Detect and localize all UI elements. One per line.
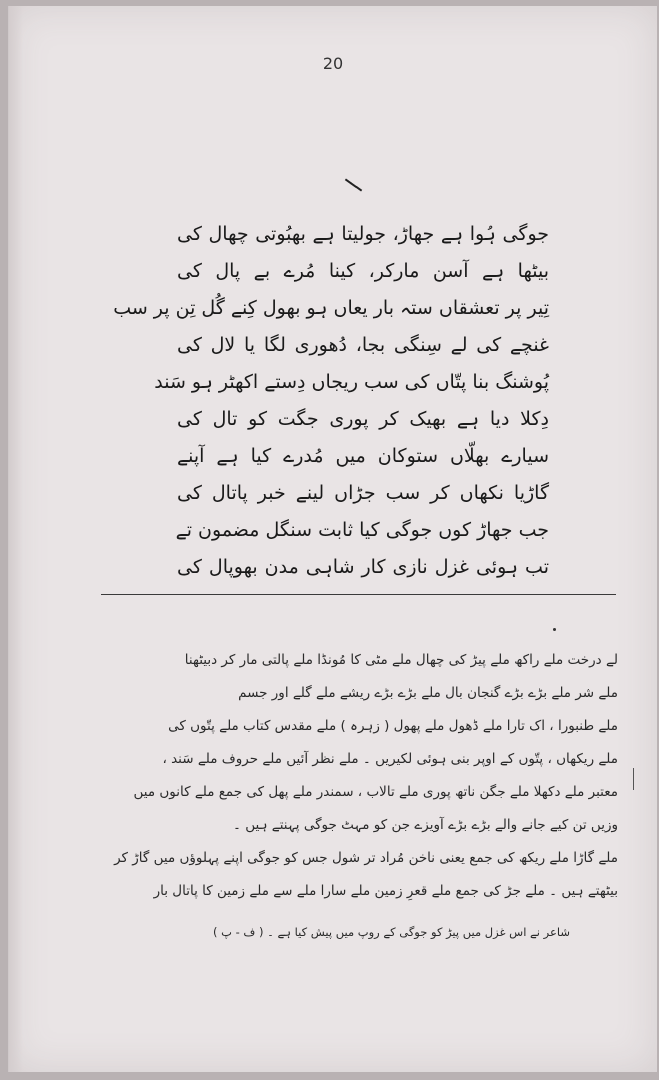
footnote-line: لے درخت ملے راکھ ملے پیڑ کی چھال ملے مٹی کا مُونڈا ملے پالتی مار کر دبیٹھنا [184, 652, 618, 668]
section-ornament: ـــ [341, 164, 372, 197]
footnote-line: وزیں تن کیے جانے والے بڑے بڑے آویزے جن کو مہٹ جوگی پہنتے ہیں ۔ [233, 817, 618, 833]
editor-note: شاعر نے اس غزل میں پیڑ کو جوگی کے روپ میں پیش کیا ہے ۔ ( ف - پ ) [212, 925, 570, 939]
poem-line: پُوشنگ بنا پتّاں کی سب ریجاں دِستے اکھٹر ہو سَند [154, 371, 549, 393]
margin-pencil-mark [633, 768, 634, 790]
poem-line: گاڑیا نکھاں کر سب جڑاں لینے خبر پاتال کی [177, 482, 549, 504]
poem-line: جب جھاڑ کوں جوگی کیا ثابت سنگل مضمون تے [175, 519, 549, 541]
poem-line: بیٹھا ہے آسن مارکر، کینا مُرے بے پال کی [177, 260, 549, 282]
footnote-line: ملے شر ملے بڑے بڑے گنجان بال ملے بڑے بڑے ریشے ملے گلے اور جسم [238, 685, 618, 701]
footnote-divider [101, 594, 616, 595]
poem-line: دِکلا دیا ہے بھیک کر پوری جگت کو تال کی [177, 408, 549, 430]
poem-line: جوگی ہُوا ہے جھاڑ، جولیتا ہے بھبُوتی چھال کی [177, 223, 549, 245]
poem-line: تِیر پر تعشقاں ستہ بار یعاں ہو بھول کِنے گُل تِن پر سب [113, 297, 549, 319]
book-page [8, 6, 657, 1072]
ghazal-poem [113, 216, 549, 586]
footnote-line: بیٹھتے ہیں ۔ ملے جڑ کی جمع ملے قعرِ زمین ملے سارا ملے سے ملے زمین کا پاتال بار [153, 883, 618, 899]
footnotes [103, 644, 618, 949]
footnote-line: ملے طنبورا ، اک تارا ملے ڈھول ملے پھول ( زہرہ ) ملے مقدس کتاب ملے پتّوں کی [168, 718, 618, 734]
page-fold-shadow [9, 6, 23, 1072]
poem-line: غنچے کی لے سِنگی بجا، دُھوری لگا یا لال کی [177, 334, 549, 356]
footnote-line: ملے ریکھاں ، پتّوں کے اوپر بنی ہوئی لکیریں ۔ ملے نظر آئیں ملے حروف ملے سَند ، [162, 751, 618, 767]
footnote-line: ملے گاڑا ملے ریکھ کی جمع یعنی ناخن مُراد تر شول جس کو جوگی اپنے پہلوؤں میں گاڑ کر [114, 850, 618, 866]
poem-line: سیارے بھلّاں ستوکان میں مُدرے کیا ہے آپنے [177, 445, 549, 467]
poem-line: تب ہوئی غزل نازی کار شاہی مدن بھوپال کی [177, 556, 549, 578]
page-number: 20 [322, 54, 344, 73]
ink-dot [553, 628, 556, 631]
footnote-line: معتبر ملے دکھلا ملے جگن ناتھ پوری ملے تالاب ، سمندر ملے پھل کی جمع ملے کانوں میں [133, 784, 618, 800]
